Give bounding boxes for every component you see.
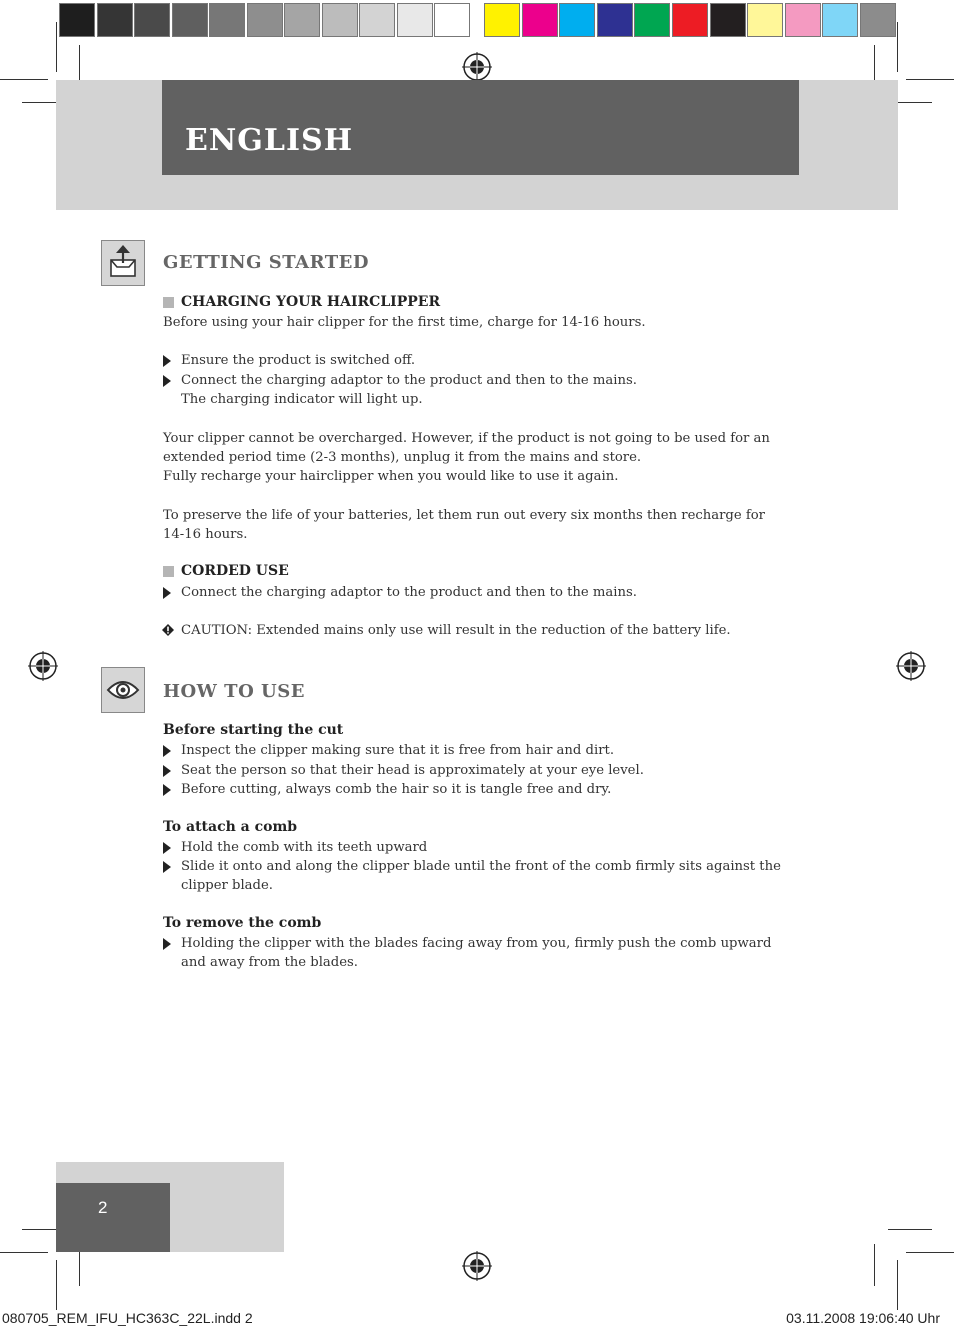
triangle-bullet-icon	[163, 938, 171, 950]
color-swatch	[484, 3, 520, 37]
color-swatch	[672, 3, 708, 37]
list-item	[163, 934, 771, 953]
list-item-continuation	[163, 953, 358, 972]
subsection-title-before: Before starting the cut	[163, 722, 344, 738]
list-item-text: clipper blade.	[181, 878, 273, 893]
page-title: ENGLISH	[185, 123, 354, 158]
paragraph-line: Fully recharge your hairclipper when you would like to use it again.	[163, 469, 619, 484]
gray-swatch	[322, 3, 358, 37]
list-item	[163, 583, 637, 602]
color-swatch	[522, 3, 558, 37]
subsection-title-attach: To attach a comb	[163, 819, 298, 835]
gray-swatch	[397, 3, 433, 37]
registration-mark-icon	[896, 651, 926, 681]
list-item-text: Inspect the clipper making sure that it is free from hair and dirt.	[181, 743, 615, 758]
paragraph-line: extended period time (2-3 months), unplug it from the mains and store.	[163, 450, 642, 465]
square-bullet-icon	[163, 297, 174, 308]
gray-swatch	[284, 3, 320, 37]
page-number-box	[56, 1183, 170, 1252]
paragraph-line: 14-16 hours.	[163, 527, 248, 542]
registration-mark-icon	[462, 52, 492, 82]
gray-swatch	[134, 3, 170, 37]
gray-swatch	[59, 3, 95, 37]
list-item	[163, 741, 614, 760]
list-item-text: Slide it onto and along the clipper blade until the front of the comb firmly sits against the	[181, 859, 781, 874]
gray-swatch	[247, 3, 283, 37]
list-item-text: Connect the charging adaptor to the product and then to the mains.	[181, 585, 637, 600]
caution-note	[163, 621, 731, 640]
triangle-bullet-icon	[163, 375, 171, 387]
color-swatch	[860, 3, 896, 37]
list-item-text: Seat the person so that their head is approximately at your eye level.	[181, 763, 644, 778]
color-swatch	[822, 3, 858, 37]
gray-swatch	[359, 3, 395, 37]
warning-icon	[162, 624, 174, 636]
color-swatch	[634, 3, 670, 37]
subsection-title-remove: To remove the comb	[163, 915, 322, 931]
list-item-text: Ensure the product is switched off.	[181, 353, 416, 368]
triangle-bullet-icon	[163, 842, 171, 854]
color-swatch	[785, 3, 821, 37]
eye-icon	[101, 667, 145, 713]
subsection-title-text: CORDED USE	[181, 563, 289, 579]
box-upload-icon	[101, 240, 145, 286]
list-item	[163, 351, 415, 370]
list-item-text: Hold the comb with its teeth upward	[181, 840, 428, 855]
color-swatch	[597, 3, 633, 37]
paragraph-line: Your clipper cannot be overcharged. However, if the product is not going to be used for an	[163, 431, 770, 446]
caution-text: CAUTION: Extended mains only use will result in the reduction of the battery life.	[181, 623, 731, 638]
triangle-bullet-icon	[163, 765, 171, 777]
list-item	[163, 838, 427, 857]
subsection-title-charging	[163, 295, 440, 309]
list-item	[163, 857, 781, 876]
list-item	[163, 761, 644, 780]
list-item-text: and away from the blades.	[181, 955, 358, 970]
list-item-continuation	[163, 876, 273, 895]
print-slug-date: 03.11.2008 19:06:40 Uhr	[786, 1310, 940, 1326]
section-title-how-to-use: HOW TO USE	[163, 681, 305, 702]
subsection-title-text: CHARGING YOUR HAIRCLIPPER	[181, 294, 441, 310]
subsection-title-corded	[163, 564, 289, 578]
triangle-bullet-icon	[163, 784, 171, 796]
page-number: 2	[98, 1198, 108, 1217]
list-item	[163, 371, 637, 390]
list-item-text: Holding the clipper with the blades facing away from you, firmly push the comb upward	[181, 936, 772, 951]
triangle-bullet-icon	[163, 355, 171, 367]
triangle-bullet-icon	[163, 745, 171, 757]
color-swatch	[710, 3, 746, 37]
triangle-bullet-icon	[163, 587, 171, 599]
registration-mark-icon	[462, 1251, 492, 1281]
registration-mark-icon	[28, 651, 58, 681]
list-item-text: The charging indicator will light up.	[181, 392, 423, 407]
list-item-text: Before cutting, always comb the hair so it is tangle free and dry.	[181, 782, 612, 797]
gray-swatch	[172, 3, 208, 37]
paragraph-line: To preserve the life of your batteries, let them run out every six months then recharge for	[163, 508, 765, 523]
charging-intro: Before using your hair clipper for the first time, charge for 14-16 hours.	[163, 315, 646, 330]
list-item-continuation	[163, 390, 423, 409]
print-slug-file: 080705_REM_IFU_HC363C_22L.indd 2	[2, 1310, 253, 1326]
list-item	[163, 780, 611, 799]
color-swatch	[747, 3, 783, 37]
square-bullet-icon	[163, 566, 174, 577]
section-title-getting-started: GETTING STARTED	[163, 252, 369, 273]
list-item-text: Connect the charging adaptor to the product and then to the mains.	[181, 373, 637, 388]
gray-swatch	[97, 3, 133, 37]
color-swatch	[559, 3, 595, 37]
triangle-bullet-icon	[163, 861, 171, 873]
gray-swatch	[209, 3, 245, 37]
gray-swatch	[434, 3, 470, 37]
